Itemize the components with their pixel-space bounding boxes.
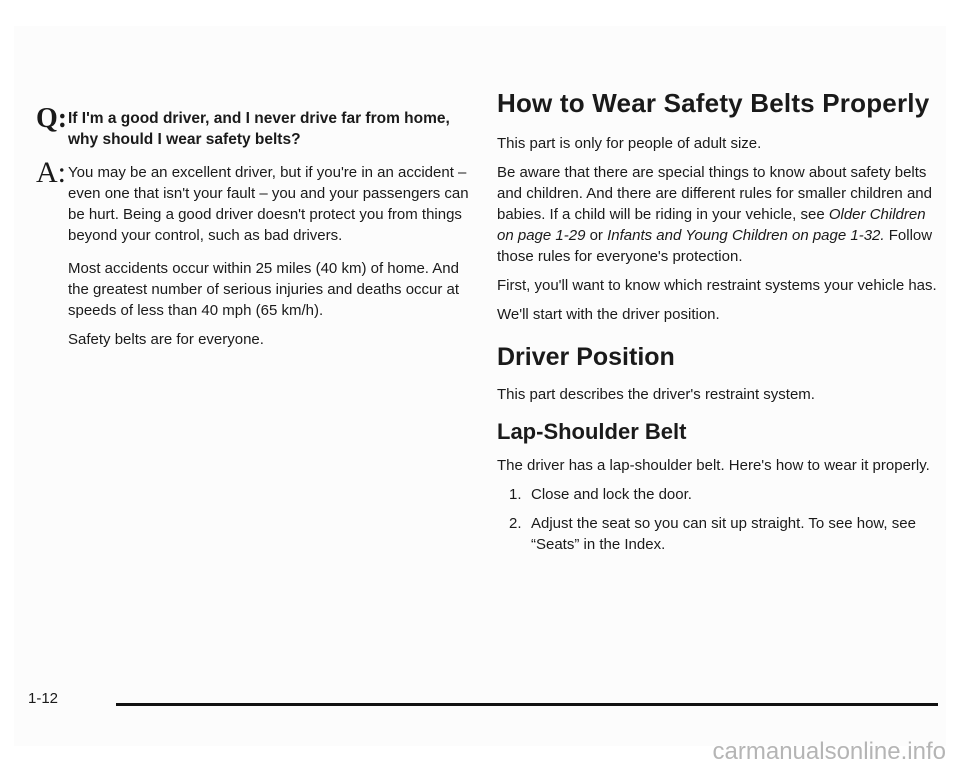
manual-page [14, 26, 946, 746]
driver-position-heading: Driver Position [497, 343, 675, 371]
step-text: Close and lock the door. [531, 486, 692, 503]
question-marker: Q: [36, 103, 68, 134]
list-item [497, 484, 942, 505]
lap-shoulder-paragraph: The driver has a lap-shoulder belt. Here's how to wear it properly. [497, 457, 930, 474]
infants-reference[interactable]: Infants and Young Children on page 1-32. [607, 227, 885, 244]
step-text: Adjust the seat so you can sit up straight. To see how, see “Seats” in the Index. [531, 515, 916, 553]
older-children-reference[interactable]: Older Children on page 1-29 [497, 206, 926, 244]
right-column [497, 88, 942, 563]
watermark-text: carmanualsonline.info [712, 738, 946, 765]
list-item [497, 513, 942, 555]
step-number: 1. [509, 486, 522, 503]
steps-list [497, 484, 942, 555]
answer-text: You may be an excellent driver, but if you're in an accident – even one that isn't your fault – you and your passengers can be hurt. Being a good driver doesn't protect you from things beyond your control, such as bad drivers. [68, 164, 469, 244]
question-text: If I'm a good driver, and I never drive far from home, why should I wear safety belts? [68, 110, 450, 148]
children-text-end: Follow those rules for everyone's protection. [497, 227, 933, 265]
restraint-systems-paragraph: First, you'll want to know which restraint systems your vehicle has. [497, 277, 937, 294]
driver-position-paragraph: This part describes the driver's restraint system. [497, 386, 815, 403]
answer-block [36, 156, 481, 246]
accident-statistics-paragraph: Most accidents occur within 25 miles (40 km) of home. And the greatest number of serious injuries and deaths occur at speeds of less than 40 mph (65 km/h). [68, 260, 460, 319]
everyone-paragraph: Safety belts are for everyone. [68, 331, 264, 348]
children-text-start: Be aware that there are special things to know about safety belts and children. And there are different rules for smaller children and babies. If a child will be riding in your vehicle, see [497, 164, 932, 223]
children-text-mid: or [585, 227, 608, 244]
answer-marker: A: [36, 156, 66, 189]
footer-divider [116, 703, 938, 706]
step-number: 2. [509, 515, 522, 532]
adult-size-paragraph: This part is only for people of adult size. [497, 135, 762, 152]
children-paragraph [497, 162, 942, 267]
driver-start-paragraph: We'll start with the driver position. [497, 306, 720, 323]
section-heading: How to Wear Safety Belts Properly [497, 88, 930, 118]
question-block [36, 103, 481, 150]
page-number: 1-12 [28, 690, 59, 707]
left-column [36, 103, 481, 358]
lap-shoulder-heading: Lap-Shoulder Belt [497, 419, 687, 444]
